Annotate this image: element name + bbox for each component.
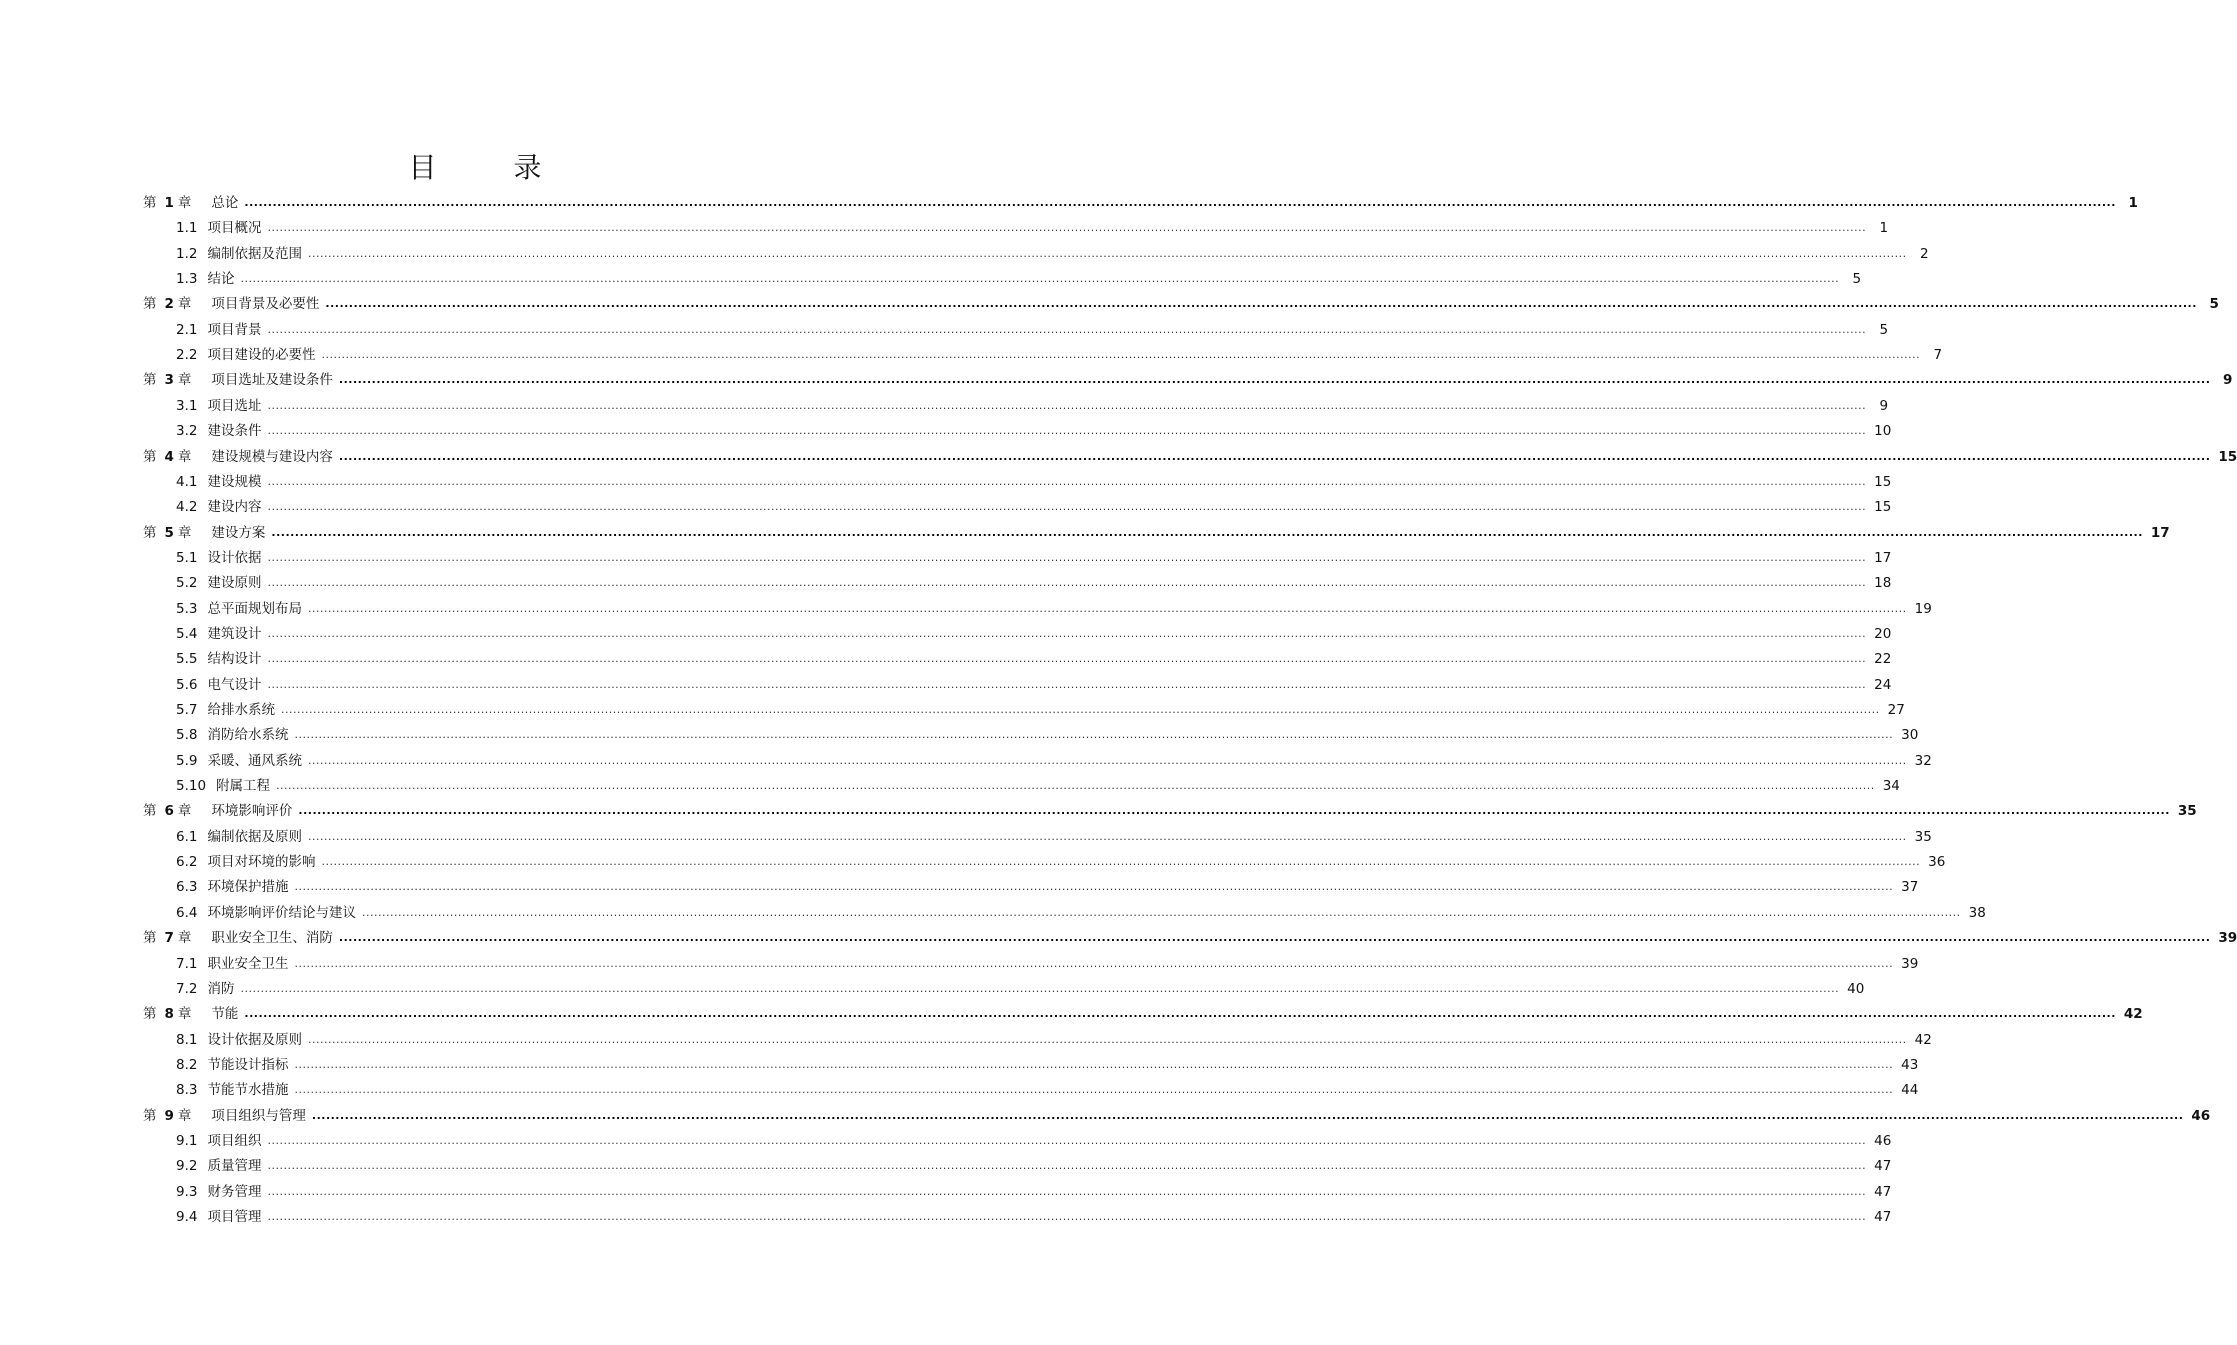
section-number: 5.4 [176,625,198,642]
chapter-suffix: 章 [177,296,192,313]
chapter-suffix: 章 [177,524,192,541]
dot-leader: ................................................................................................................................................................................................................................................................................................................................................................................................................ [267,424,1867,438]
entry-title: 项目背景 [207,321,262,338]
section-number: 9.4 [176,1209,198,1225]
entry-title: 节能节水措施 [207,1082,289,1099]
chapter-number: 7 [164,930,174,947]
section-number: 7.1 [176,955,198,972]
page-number: 39 [1901,955,1919,972]
toc-chapter-entry[interactable] [143,928,2237,948]
chapter-prefix: 第 [143,448,157,465]
page-number: 47 [1874,1158,1892,1175]
entry-title: 项目组织与管理 [211,1107,306,1124]
section-number: 5.5 [176,651,198,668]
toc-section-entry[interactable] [176,1080,1919,1100]
toc-chapter-entry[interactable] [143,801,2197,821]
chapter-prefix: 第 [143,524,157,541]
page-number: 34 [1882,778,1900,795]
entry-title: 节能设计指标 [207,1056,289,1073]
page-number: 27 [1887,702,1905,718]
dot-leader: ................................................................................................................................................................................................................................................................................................................................................................................................................ [338,373,2211,387]
section-number: 1.1 [176,220,198,237]
chapter-prefix: 第 [143,930,157,947]
dot-leader: ................................................................................................................................................................................................................................................................................................................................................................................................................ [267,398,1867,412]
entry-title: 项目建设的必要性 [207,347,316,364]
chapter-number: 5 [164,524,174,541]
toc-section-entry[interactable] [176,725,1919,745]
dot-leader: ................................................................................................................................................................................................................................................................................................................................................................................................................ [361,905,1961,919]
section-number: 2.1 [176,321,198,338]
toc-section-entry[interactable] [176,903,1986,923]
page-number: 40 [1847,980,1865,997]
dot-leader: ................................................................................................................................................................................................................................................................................................................................................................................................................ [311,1108,2184,1122]
chapter-number: 4 [164,448,174,465]
chapter-number: 1 [164,195,174,211]
entry-title: 环境影响评价 [211,803,293,820]
dot-leader: ................................................................................................................................................................................................................................................................................................................................................................................................................ [240,272,1840,286]
page-number: 22 [1874,651,1892,668]
section-number: 5.7 [176,702,198,718]
page-number: 38 [1968,904,1986,921]
page-number: 9 [2222,372,2233,389]
entry-title: 质量管理 [207,1158,262,1175]
dot-leader: ................................................................................................................................................................................................................................................................................................................................................................................................................ [321,348,1921,362]
chapter-number: 9 [164,1107,174,1124]
toc-section-entry[interactable] [176,827,1932,847]
section-number: 8.3 [176,1082,198,1099]
toc-chapter-entry[interactable] [143,370,2233,390]
section-number: 5.1 [176,549,198,566]
entry-title: 总论 [211,195,239,211]
page-number: 46 [1874,1132,1892,1149]
section-number: 6.4 [176,904,198,921]
toc-section-entry[interactable] [176,421,1892,441]
toc-section-entry[interactable] [176,269,1862,289]
entry-title: 建设内容 [207,499,262,516]
entry-title: 项目选址 [207,397,262,414]
toc-section-entry[interactable] [176,877,1919,897]
page-number: 15 [2218,448,2237,465]
dot-leader: ................................................................................................................................................................................................................................................................................................................................................................................................................ [276,779,1875,793]
entry-title: 设计依据 [207,549,262,566]
dot-leader: ................................................................................................................................................................................................................................................................................................................................................................................................................ [267,1133,1867,1147]
page-number: 5 [1852,271,1862,288]
dot-leader: ................................................................................................................................................................................................................................................................................................................................................................................................................ [267,652,1867,666]
toc-section-entry[interactable] [176,700,1905,720]
dot-leader: ................................................................................................................................................................................................................................................................................................................................................................................................................ [338,449,2211,463]
section-number: 5.2 [176,575,198,592]
toc-section-entry[interactable] [176,624,1892,644]
page-number: 17 [1874,549,1892,566]
entry-title: 节能 [211,1006,239,1023]
chapter-suffix: 章 [177,448,192,465]
dot-leader: ................................................................................................................................................................................................................................................................................................................................................................................................................ [298,804,2170,818]
entry-title: 职业安全卫生、消防 [211,930,333,947]
dot-leader: ................................................................................................................................................................................................................................................................................................................................................................................................................ [280,703,1880,716]
chapter-number: 6 [164,803,174,820]
toc-section-entry[interactable] [176,218,1889,238]
dot-leader: ................................................................................................................................................................................................................................................................................................................................................................................................................ [294,728,1894,742]
chapter-number: 3 [164,372,174,389]
toc-section-entry[interactable] [176,1207,1892,1227]
entry-title: 职业安全卫生 [207,955,289,972]
section-number: 6.3 [176,879,198,896]
section-number: 8.1 [176,1031,198,1048]
page-number: 43 [1901,1056,1919,1073]
page-number: 1 [2128,195,2138,211]
toc-section-entry[interactable] [176,1055,1919,1075]
chapter-suffix: 章 [177,803,192,820]
dot-leader: ................................................................................................................................................................................................................................................................................................................................................................................................................ [240,981,1840,995]
toc-section-entry[interactable] [176,573,1892,593]
section-number: 3.2 [176,423,198,440]
entry-title: 编制依据及范围 [207,245,302,262]
section-number: 5.10 [176,778,207,795]
dot-leader: ................................................................................................................................................................................................................................................................................................................................................................................................................ [321,855,1921,869]
chapter-suffix: 章 [177,1006,192,1023]
page-number: 9 [1879,397,1889,414]
page-number: 20 [1874,625,1892,642]
page-number: 5 [1879,321,1889,338]
section-number: 9.2 [176,1158,198,1175]
chapter-suffix: 章 [177,372,192,389]
entry-title: 项目对环境的影响 [207,854,316,871]
entry-title: 项目管理 [207,1209,262,1225]
section-number: 5.8 [176,727,198,744]
toc-section-entry[interactable] [176,244,1929,264]
dot-leader: ................................................................................................................................................................................................................................................................................................................................................................................................................ [244,196,2116,209]
section-number: 4.1 [176,473,198,490]
dot-leader: ................................................................................................................................................................................................................................................................................................................................................................................................................ [307,601,1907,615]
toc-section-entry[interactable] [176,472,1892,492]
toc-section-entry[interactable] [176,1030,1932,1050]
dot-leader: ................................................................................................................................................................................................................................................................................................................................................................................................................ [307,829,1907,843]
page-number: 47 [1874,1209,1892,1225]
dot-leader: ................................................................................................................................................................................................................................................................................................................................................................................................................ [294,1083,1894,1097]
page-number: 10 [1874,423,1892,440]
dot-leader: ................................................................................................................................................................................................................................................................................................................................................................................................................ [294,880,1894,894]
dot-leader: ................................................................................................................................................................................................................................................................................................................................................................................................................ [267,1184,1867,1198]
dot-leader: ................................................................................................................................................................................................................................................................................................................................................................................................................ [267,576,1867,590]
page-number: 47 [1874,1183,1892,1200]
dot-leader: ................................................................................................................................................................................................................................................................................................................................................................................................................ [294,956,1894,970]
entry-title: 设计依据及原则 [207,1031,302,1048]
section-number: 2.2 [176,347,198,364]
page-title: 目 录 [408,151,576,184]
dot-leader: ................................................................................................................................................................................................................................................................................................................................................................................................................ [267,474,1867,488]
toc-chapter-entry[interactable] [143,1004,2143,1024]
entry-title: 建设方案 [211,524,266,541]
entry-title: 电气设计 [207,676,262,693]
dot-leader: ................................................................................................................................................................................................................................................................................................................................................................................................................ [267,550,1867,564]
dot-leader: ................................................................................................................................................................................................................................................................................................................................................................................................................ [338,931,2211,945]
chapter-prefix: 第 [143,195,157,211]
entry-title: 总平面规划布局 [207,600,302,617]
entry-title: 项目背景及必要性 [211,296,320,313]
section-number: 5.3 [176,600,198,617]
toc-section-entry[interactable] [176,345,1943,365]
page-number: 44 [1901,1082,1919,1099]
chapter-number: 8 [164,1006,174,1023]
chapter-suffix: 章 [177,195,192,211]
page-number: 18 [1874,575,1892,592]
entry-title: 建筑设计 [207,625,262,642]
toc-section-entry[interactable] [176,649,1892,669]
entry-title: 结构设计 [207,651,262,668]
page-number: 35 [2177,803,2197,820]
toc-chapter-entry[interactable] [143,294,2219,314]
page-number: 37 [1901,879,1919,896]
dot-leader: ................................................................................................................................................................................................................................................................................................................................................................................................................ [267,1210,1867,1223]
section-number: 9.3 [176,1183,198,1200]
toc-section-entry[interactable] [176,675,1892,695]
chapter-prefix: 第 [143,296,157,313]
toc-section-entry[interactable] [176,954,1919,974]
section-number: 5.9 [176,752,198,769]
entry-title: 建设原则 [207,575,262,592]
entry-title: 项目选址及建设条件 [211,372,333,389]
toc-section-entry[interactable] [176,1156,1892,1176]
section-number: 7.2 [176,980,198,997]
page-number: 2 [1920,245,1929,262]
section-number: 8.2 [176,1056,198,1073]
entry-title: 结论 [207,271,235,288]
entry-title: 附属工程 [216,778,271,795]
entry-title: 建设规模 [207,473,262,490]
dot-leader: ................................................................................................................................................................................................................................................................................................................................................................................................................ [307,246,1907,260]
toc-section-entry[interactable] [176,548,1892,568]
page-number: 15 [1874,499,1892,516]
entry-title: 环境影响评价结论与建议 [207,904,356,921]
toc-section-entry[interactable] [176,751,1932,771]
section-number: 5.6 [176,676,198,693]
section-number: 1.2 [176,245,198,262]
dot-leader: ................................................................................................................................................................................................................................................................................................................................................................................................................ [267,677,1867,691]
dot-leader: ................................................................................................................................................................................................................................................................................................................................................................................................................ [267,221,1867,235]
entry-title: 财务管理 [207,1183,262,1200]
chapter-prefix: 第 [143,1006,157,1023]
entry-title: 给排水系统 [207,702,275,718]
page-number: 32 [1914,752,1932,769]
section-number: 9.1 [176,1132,198,1149]
entry-title: 建设规模与建设内容 [211,448,333,465]
section-number: 6.1 [176,828,198,845]
toc-section-entry[interactable] [176,396,1889,416]
page-number: 36 [1928,854,1946,871]
entry-title: 采暖、通风系统 [207,752,302,769]
toc-chapter-entry[interactable] [143,193,2138,213]
page-number: 24 [1874,676,1892,693]
entry-title: 项目概况 [207,220,262,237]
section-number: 3.1 [176,397,198,414]
section-number: 1.3 [176,271,198,288]
chapter-prefix: 第 [143,1107,157,1124]
dot-leader: ................................................................................................................................................................................................................................................................................................................................................................................................................ [294,1057,1894,1071]
dot-leader: ................................................................................................................................................................................................................................................................................................................................................................................................................ [325,297,2197,311]
toc-section-entry[interactable] [176,852,1946,872]
toc-chapter-entry[interactable] [143,1106,2211,1126]
entry-title: 消防 [207,980,235,997]
page-number: 46 [2191,1107,2211,1124]
page-number: 17 [2150,524,2170,541]
entry-title: 项目组织 [207,1132,262,1149]
entry-title: 消防给水系统 [207,727,289,744]
page-number: 42 [2123,1006,2143,1023]
toc-section-entry[interactable] [176,979,1865,999]
section-number: 4.2 [176,499,198,516]
toc-section-entry[interactable] [176,1131,1892,1151]
toc-section-entry[interactable] [176,776,1900,796]
dot-leader: ................................................................................................................................................................................................................................................................................................................................................................................................................ [244,1007,2116,1021]
toc-section-entry[interactable] [176,497,1892,517]
dot-leader: ................................................................................................................................................................................................................................................................................................................................................................................................................ [307,753,1907,767]
dot-leader: ................................................................................................................................................................................................................................................................................................................................................................................................................ [307,1032,1907,1046]
page-number: 35 [1914,828,1932,845]
toc-section-entry[interactable] [176,599,1932,619]
chapter-prefix: 第 [143,372,157,389]
page-number: 19 [1914,600,1932,617]
page-number: 42 [1914,1031,1932,1048]
page-number: 1 [1879,220,1889,237]
dot-leader: ................................................................................................................................................................................................................................................................................................................................................................................................................ [267,1159,1867,1173]
dot-leader: ................................................................................................................................................................................................................................................................................................................................................................................................................ [267,500,1867,514]
chapter-suffix: 章 [177,1107,192,1124]
section-number: 6.2 [176,854,198,871]
page-number: 5 [2209,296,2219,313]
toc-chapter-entry[interactable] [143,523,2170,543]
toc-chapter-entry[interactable] [143,447,2237,467]
entry-title: 编制依据及原则 [207,828,302,845]
toc-section-entry[interactable] [176,320,1889,340]
toc-section-entry[interactable] [176,1182,1892,1202]
entry-title: 环境保护措施 [207,879,289,896]
dot-leader: ................................................................................................................................................................................................................................................................................................................................................................................................................ [267,626,1867,640]
page-number: 7 [1933,347,1943,364]
dot-leader: ................................................................................................................................................................................................................................................................................................................................................................................................................ [267,322,1867,336]
page-number: 15 [1874,473,1892,490]
chapter-number: 2 [164,296,174,313]
entry-title: 建设条件 [207,423,262,440]
page-number: 30 [1901,727,1919,744]
dot-leader: ................................................................................................................................................................................................................................................................................................................................................................................................................ [271,525,2143,539]
page-number: 39 [2218,930,2237,947]
chapter-prefix: 第 [143,803,157,820]
chapter-suffix: 章 [177,930,192,947]
